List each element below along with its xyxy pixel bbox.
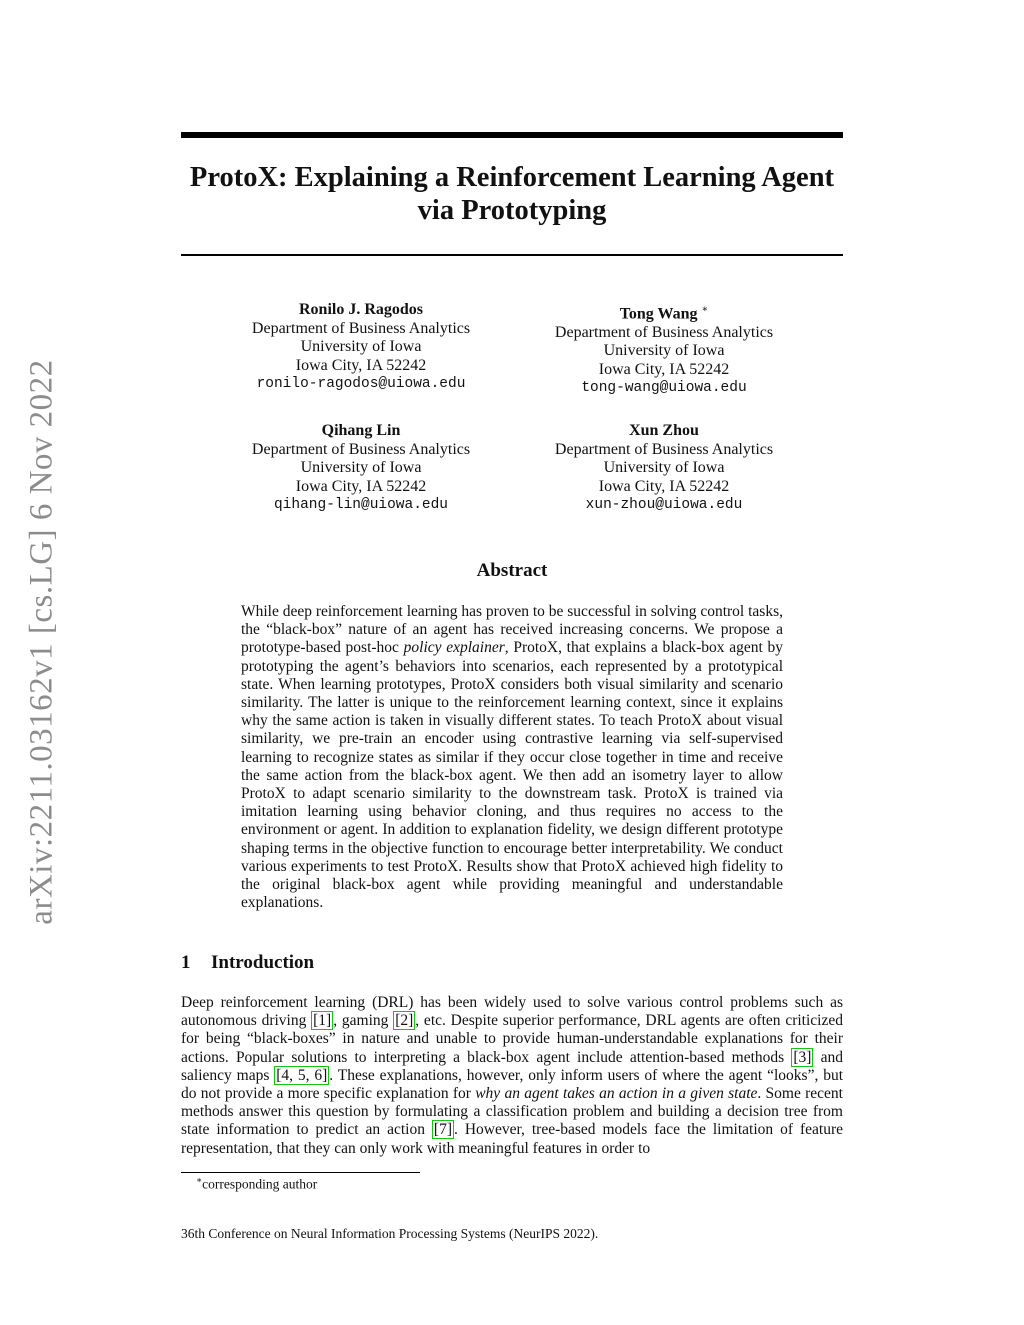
author-name: Xun Zhou [629,422,699,439]
section-number: 1 [181,952,191,973]
author-dept: Department of Business Analytics [251,319,471,337]
title-line-2: via Prototyping [417,195,607,226]
author-email[interactable]: ronilo-ragodos@uiowa.edu [256,376,466,392]
author-block-lin [211,422,511,515]
introduction-paragraph: Deep reinforcement learning (DRL) has been widely used to solve various control problems such as autonomous driving [1] , gaming [2] , etc. Despite superior performance, DRL agents are often criticized for being “black-boxes” in nature and unable to provide human-understandable explanations for their actions. Popular solutions to interpreting a black-box agent include attention-based methods [3] and saliency maps [4, 5, 6] . These explanations, however, only inform users of where the agent “looks”, but do not provide a more specific explanation for why an agent takes an action in a given state. Some recent methods answer this question by formulating a classification problem and building a decision tree from state information to predict an action [7] . However, tree-based models face the limitation of feature representation, that they can only work with meaningful features in order to [181,994,843,1157]
abstract-heading: Abstract [476,560,548,581]
title-bottom-rule [181,254,843,256]
author-email[interactable]: tong-wang@uiowa.edu [581,380,747,397]
corresponding-author-mark: ∗ [701,304,709,315]
citation-link[interactable]: [4, 5, 6] [276,1066,328,1084]
venue-line: 36th Conference on Neural Information Processing Systems (NeurIPS 2022). [181,1226,599,1241]
arxiv-id: arXiv:2211.03162v1 [cs.LG] 6 Nov 2022 [23,359,60,925]
citation-link[interactable]: [3] [793,1048,812,1066]
author-dept: Department of Business Analytics [251,440,471,458]
author-name: Ronilo J. Ragodos [298,301,424,318]
citation-link[interactable]: [7] [433,1121,452,1139]
intro-emphasis: why an agent takes an action in a given state [475,1085,758,1103]
author-name: Tong Wang [619,305,698,323]
footnote-rule [181,1172,420,1173]
author-university: University of Iowa [300,459,422,476]
title-line-1: ProtoX: Explaining a Reinforcement Learning Agent [189,162,835,193]
citation-link[interactable]: [2] [395,1012,414,1030]
abstract-text: While deep reinforcement learning has proven to be successful in solving control tasks, the “black-box” nature of an agent has received increasing concerns. We propose a prototype-based post-hoc policy explainer, ProtoX, that explains a black-box agent by prototyping the agent’s behaviors into scenarios, each represented by a prototypical state. When learning prototypes, ProtoX considers both visual similarity and scenario similarity. The latter is unique to the reinforcement learning context, since it explains why the same action is taken in visually different states. To teach ProtoX about visual similarity, we pre-train an encoder using contrastive learning via self-supervised learning to recognize states as similar if they occur close together in time and receive the same action from the black-box agent. We then add an isometry layer to allow ProtoX to adapt scenario similarity to the downstream task. ProtoX is trained via imitation learning using behavior cloning, and thus requires no access to the environment or agent. In addition to explanation fidelity, we design different prototype shaping terms in the objective function to encourage better interpretability. We conduct various experiments to test ProtoX. Results show that ProtoX achieved high fidelity to the original black-box agent while providing meaningful and understandable explanations. [241,603,783,912]
author-city: Iowa City, IA 52242 [295,477,427,495]
abstract-emphasis: policy explainer [403,639,505,657]
footnote [196,1175,317,1193]
footnote-mark: ∗ [196,1175,203,1185]
author-dept: Department of Business Analytics [554,440,774,458]
author-email[interactable]: qihang-lin@uiowa.edu [273,497,449,513]
author-name: Qihang Lin [321,422,401,439]
title-top-rule [181,132,843,138]
author-city: Iowa City, IA 52242 [598,360,730,378]
author-dept: Department of Business Analytics [554,323,774,341]
footnote-text: corresponding author [202,1176,318,1192]
paper-title [181,161,843,227]
author-block-ragodos [211,301,511,394]
author-city: Iowa City, IA 52242 [598,477,730,495]
author-block-wang [514,301,814,398]
author-university: University of Iowa [603,459,725,476]
author-city: Iowa City, IA 52242 [295,356,427,374]
author-university: University of Iowa [603,342,725,360]
author-university: University of Iowa [300,338,422,355]
author-block-zhou [514,422,814,515]
section-title: Introduction [211,952,315,973]
citation-link[interactable]: [1] [313,1012,332,1030]
author-email[interactable]: xun-zhou@uiowa.edu [585,497,743,513]
section-heading-introduction [181,952,314,974]
